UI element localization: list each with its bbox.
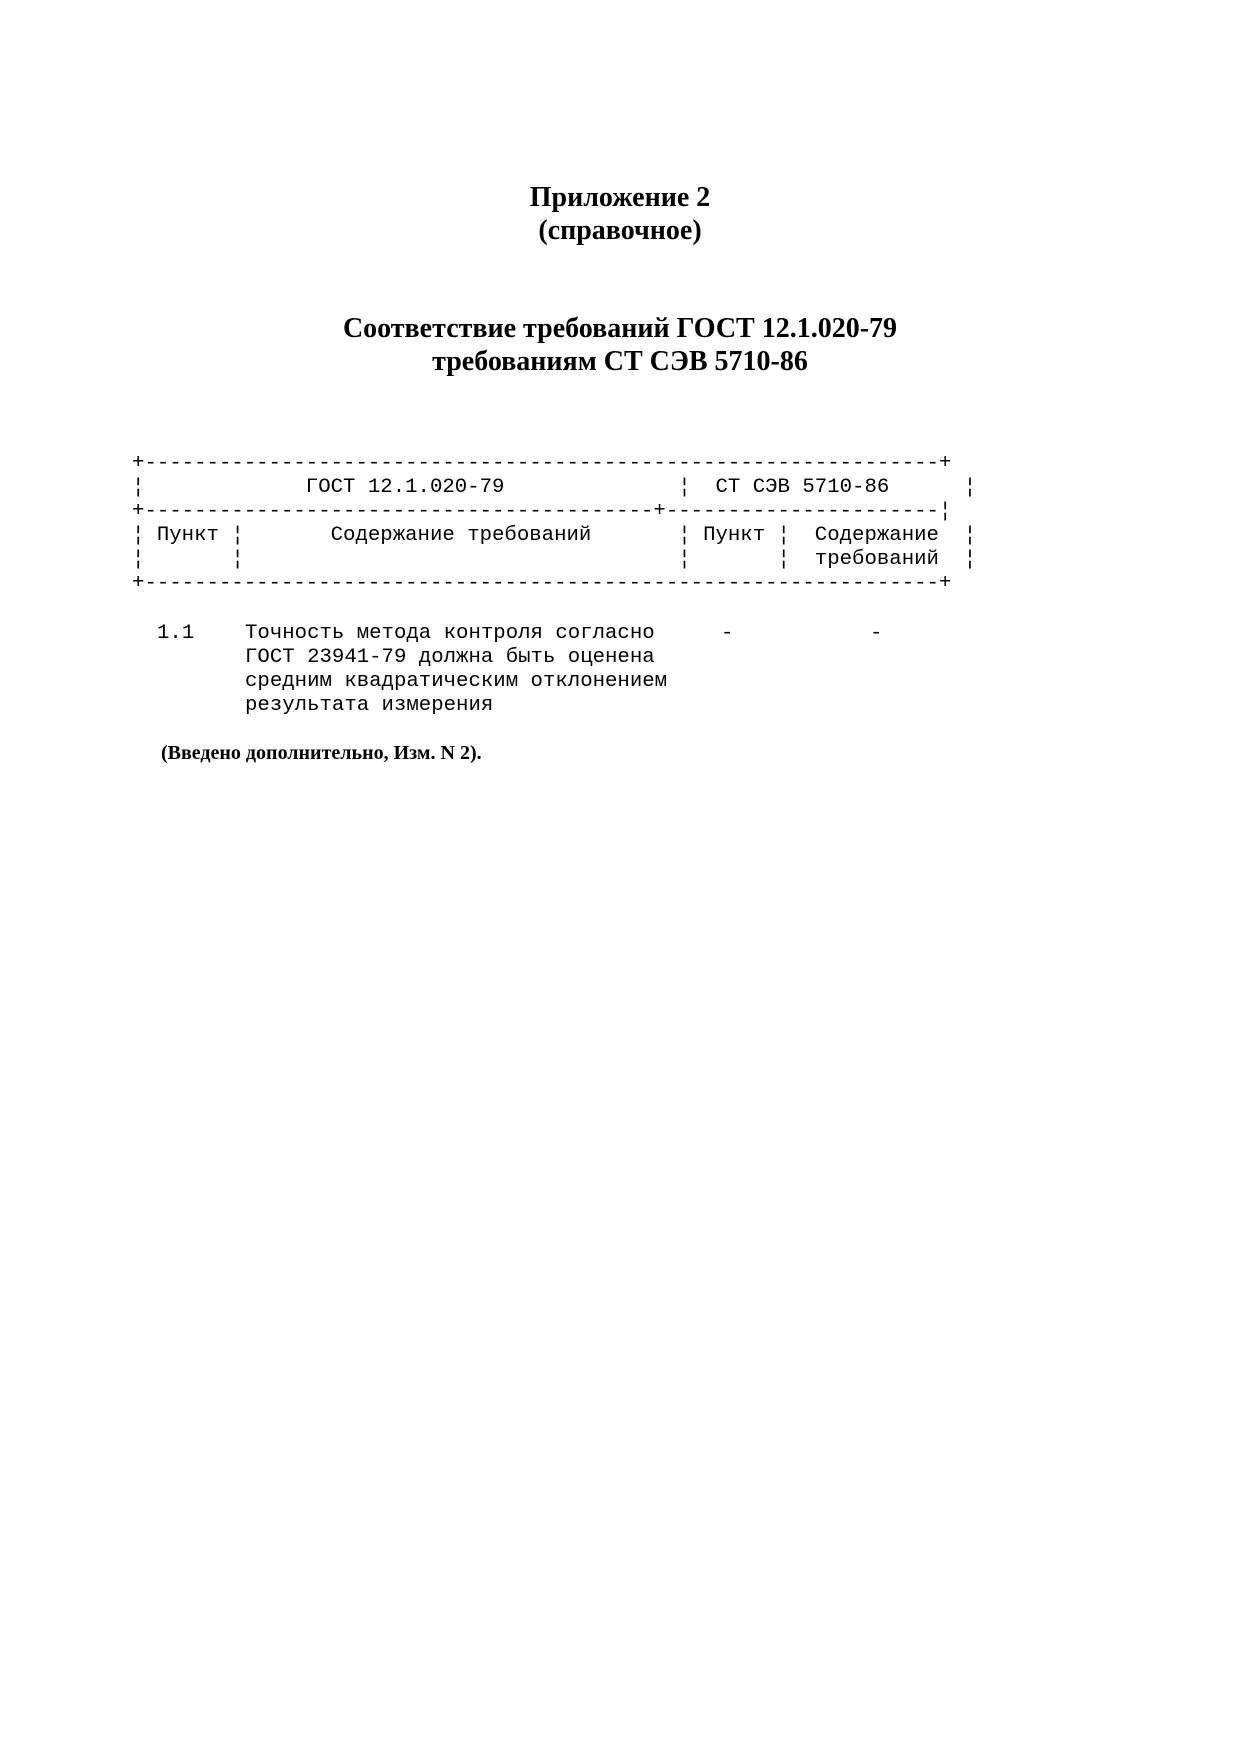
appendix-type: (справочное) bbox=[538, 215, 702, 246]
amendment-note: (Введено дополнительно, Изм. N 2). bbox=[161, 742, 482, 764]
title-line-1: Соответствие требований ГОСТ 12.1.020-79 bbox=[342, 313, 898, 344]
appendix-number: Приложение 2 bbox=[529, 182, 711, 213]
appendix-heading bbox=[0, 181, 1240, 247]
table-cell-gost-clause: 1.1 bbox=[157, 622, 195, 645]
table-cell-gost-requirement: Точность метода контроля согласно ГОСТ 23941-79 должна быть оценена средним квадратическим отклонением результата измерения bbox=[245, 622, 668, 717]
title-line-2: требованиям СТ СЭВ 5710-86 bbox=[432, 346, 808, 377]
table-cell-sev-requirement: - bbox=[870, 622, 883, 645]
table-header: +----------------------------------------------------------------+ ¦ ГОСТ 12.1.020-79 ¦ СТ СЭВ 5710-86 ¦ +-----------------------------------------+----------------------¦ ¦ Пункт ¦ Содержание требований ¦ Пункт ¦ Содержание ¦ ¦ ¦ ¦ ¦ требований ¦ +----------------------------------------------------------------+ bbox=[132, 452, 977, 595]
document-title bbox=[0, 312, 1240, 378]
table-cell-sev-clause: - bbox=[721, 622, 734, 645]
